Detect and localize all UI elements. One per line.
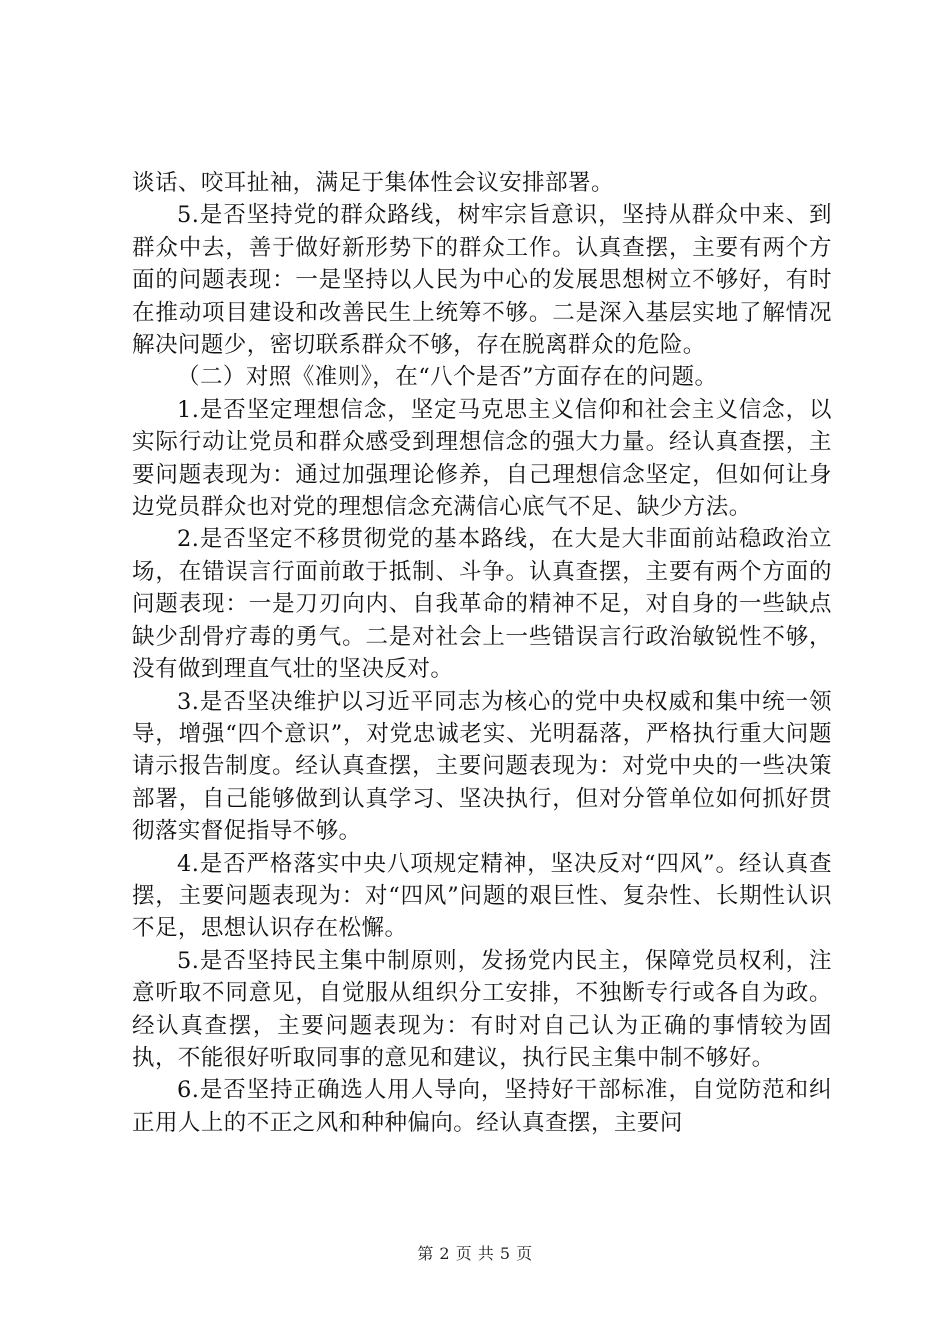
paragraph-eight-regulations: 4.是否严格落实中央八项规定精神，坚决反对“四风”。经认真查摆，主要问题表现为：对“四风”问题的艰巨性、复杂性、长期性认识不足，思想认识存在松懈。 <box>132 850 832 942</box>
document-body <box>132 167 832 1139</box>
page-footer: 第 2 页 共 5 页 <box>417 1244 533 1263</box>
paragraph-cadre-selection: 6.是否坚持正确选人用人导向，坚持好干部标准，自觉防范和纠正用人上的不正之风和种种偏向。经认真查摆，主要问 <box>132 1077 832 1136</box>
section-heading-eight-whethers: （二）对照《准则》，在“八个是否”方面存在的问题。 <box>177 364 718 391</box>
paragraph-central-authority: 3.是否坚决维护以习近平同志为核心的党中央权威和集中统一领导，增强“四个意识”，对党忠诚老实、光明磊落，严格执行重大问题请示报告制度。经认真查摆，主要问题表现为：对党中央的一些决策部署，自己能够做到认真学习、坚决执行，但对分管单位如何抓好贯彻落实督促指导不够。 <box>132 688 832 845</box>
paragraph-mass-line: 5.是否坚持党的群众路线，树牢宗旨意识，坚持从群众中来、到群众中去，善于做好新形势下的群众工作。认真查摆，主要有两个方面的问题表现：一是坚持以人民为中心的发展思想树立不够好，有时在推动项目建设和改善民生上统筹不够。二是深入基层实地了解情况解决问题少，密切联系群众不够，存在脱离群众的危险。 <box>132 202 832 359</box>
paragraph-continuation: 谈话、咬耳扯袖，满足于集体性会议安排部署。 <box>132 170 614 196</box>
paragraph-democratic-centralism: 5.是否坚持民主集中制原则，发扬党内民主，保障党员权利，注意听取不同意见，自觉服从组织分工安排，不独断专行或各自为政。经认真查摆，主要问题表现为：有时对自己认为正确的事情较为固执，不能很好听取同事的意见和建议，执行民主集中制不够好。 <box>132 947 832 1071</box>
paragraph-basic-line: 2.是否坚定不移贯彻党的基本路线，在大是大非面前站稳政治立场，在错误言行面前敢于抵制、斗争。认真查摆，主要有两个方面的问题表现：一是刀刃向内、自我革命的精神不足，对自身的一些缺点缺少刮骨疗毒的勇气。二是对社会上一些错误言行政治敏锐性不够，没有做到理直气壮的坚决反对。 <box>132 526 832 683</box>
paragraph-ideals-beliefs: 1.是否坚定理想信念，坚定马克思主义信仰和社会主义信念，以实际行动让党员和群众感受到理想信念的强大力量。经认真查摆，主要问题表现为：通过加强理论修养，自己理想信念坚定，但如何让身边党员群众也对党的理想信念充满信心底气不足、缺少方法。 <box>132 396 832 521</box>
